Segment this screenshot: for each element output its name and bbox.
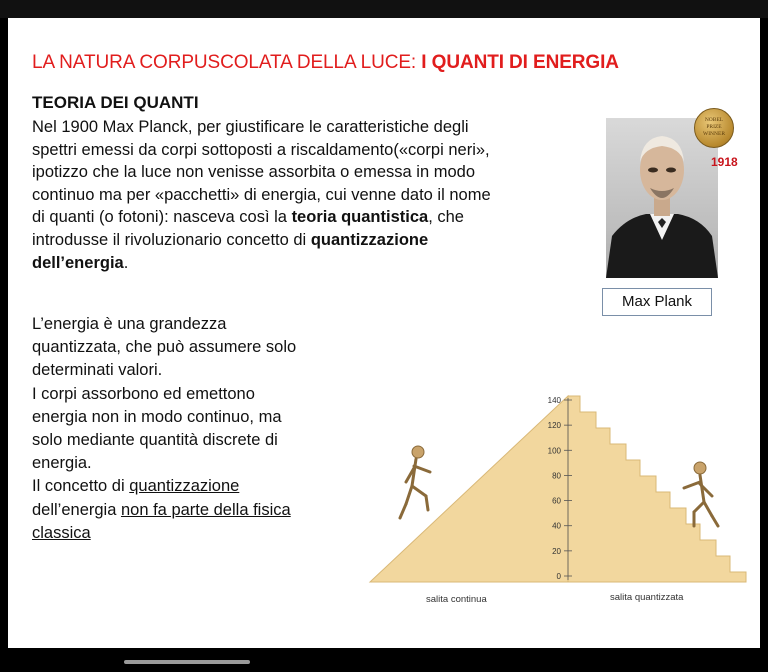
para1-line: spettri emessi da corpi sottoposti a riscaldamento(«corpi neri», xyxy=(32,140,490,159)
para2-line: energia. xyxy=(32,454,92,473)
badge-line: WINNER xyxy=(703,131,725,137)
y-tick-label: 80 xyxy=(552,471,561,481)
diagram-svg xyxy=(348,384,760,616)
y-tick-label: 40 xyxy=(552,521,561,531)
text-run: , che xyxy=(428,208,464,227)
para2-line: energia non in modo continuo, ma xyxy=(32,407,282,426)
para2-line: solo mediante quantità discrete di xyxy=(32,431,278,450)
y-tick-label: 140 xyxy=(547,396,561,405)
para1-line xyxy=(32,206,592,229)
slide-title xyxy=(32,52,619,74)
text-run: di quanti (o fotoni): nasceva così la xyxy=(32,208,292,227)
home-indicator[interactable] xyxy=(124,660,250,664)
text-run: . xyxy=(123,253,129,272)
bottom-bar xyxy=(0,648,768,672)
para2-line: quantizzata, che può assumere solo xyxy=(32,338,297,357)
bold-term: teoria quantistica xyxy=(291,208,429,227)
text-run: introdusse il rivoluzionario concetto di xyxy=(32,230,311,249)
title-regular: LA NATURA CORPUSCOLATA DELLA LUCE: xyxy=(32,52,422,73)
para2-line: determinati valori. xyxy=(32,361,163,380)
photo-caption: Max Plank xyxy=(602,288,712,316)
badge-line: NOBEL xyxy=(704,117,724,123)
para1-line xyxy=(32,252,592,275)
label-quantized: salita quantizzata xyxy=(610,592,684,603)
slide xyxy=(8,18,760,648)
quantization-paragraph xyxy=(32,313,352,545)
bold-term: quantizzazione xyxy=(310,230,429,249)
quantized-stairs xyxy=(568,396,746,582)
y-tick-label: 120 xyxy=(547,421,561,431)
bold-term: dell’energia xyxy=(32,253,124,272)
para2-line xyxy=(32,475,352,498)
y-tick-label: 100 xyxy=(547,446,561,456)
nobel-badge xyxy=(694,108,734,148)
intro-paragraph xyxy=(32,116,592,274)
underlined-term: non fa parte della fisica xyxy=(120,500,291,519)
label-continuous: salita continua xyxy=(426,594,487,605)
text-run: Il concetto di xyxy=(32,477,130,496)
text-run: dell’energia xyxy=(32,500,121,519)
para2-line xyxy=(32,499,352,522)
continuous-ramp xyxy=(370,396,568,582)
mannequin-right-icon xyxy=(684,462,718,526)
y-tick-label: 60 xyxy=(552,496,561,506)
para2-line: classica xyxy=(32,523,91,542)
top-bar xyxy=(0,0,768,18)
title-bold: I QUANTI DI ENERGIA xyxy=(421,52,619,73)
para1-line: Nel 1900 Max Planck, per giustificare le caratteristiche degli xyxy=(32,118,469,136)
mannequin-left-icon xyxy=(400,446,430,518)
para1-line xyxy=(32,229,592,252)
subtitle: TEORIA DEI QUANTI xyxy=(32,93,199,112)
underlined-term: quantizzazione xyxy=(129,477,240,496)
para1-line: continuo ma per «pacchetti» di energia, cui venne dato il nome xyxy=(32,185,491,204)
para1-line: ipotizzo che la luce non venisse assorbita o emessa in modo xyxy=(32,163,475,182)
y-tick-label: 20 xyxy=(552,546,561,556)
badge-line: PRIZE xyxy=(706,124,722,130)
para2-line: I corpi assorbono ed emettono xyxy=(32,384,255,403)
nobel-year: 1918 xyxy=(711,155,738,169)
ramp-vs-stairs-diagram xyxy=(348,384,760,616)
y-tick-label: 0 xyxy=(556,572,561,581)
para2-line: L’energia è una grandezza xyxy=(32,315,227,333)
